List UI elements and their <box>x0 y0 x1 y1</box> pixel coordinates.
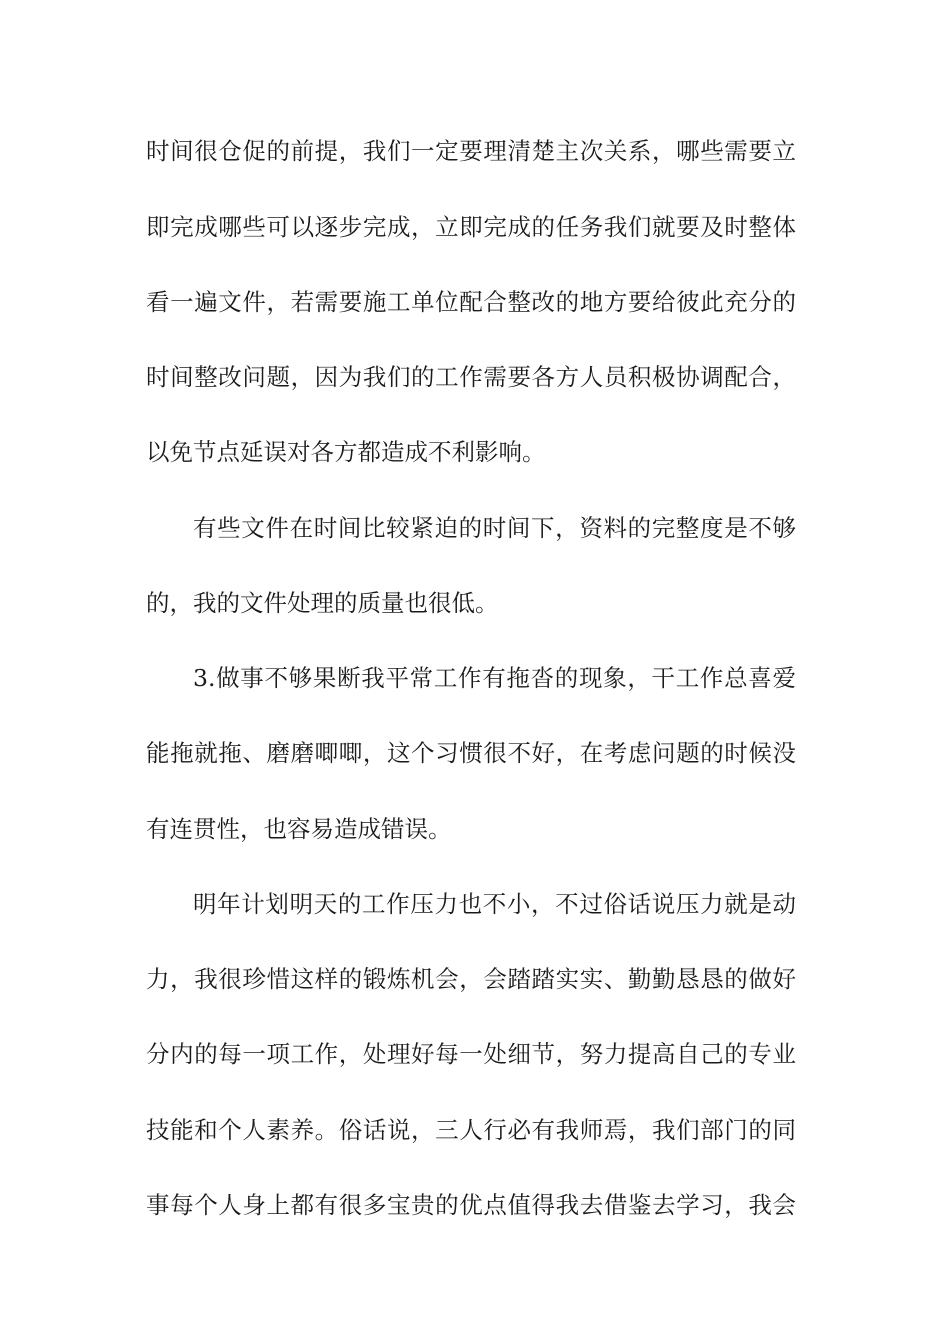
text-line: 的，我的文件处理的质量也很低。 <box>146 589 499 617</box>
text-line: 分内的每一项工作，处理好每一处细节，努力提高自己的专业 <box>146 1040 796 1068</box>
text-line: 事每个人身上都有很多宝贵的优点值得我去借鉴去学习，我会 <box>146 1191 796 1219</box>
paragraph-first-line: 3.做事不够果断我平常工作有拖沓的现象，干工作总喜爱 <box>193 664 796 692</box>
text-line: 时间整改问题，因为我们的工作需要各方人员积极协调配合， <box>146 363 796 391</box>
text-line: 技能和个人素养。俗话说，三人行必有我师焉，我们部门的同 <box>146 1116 796 1144</box>
text-line: 有连贯性，也容易造成错误。 <box>146 815 452 843</box>
paragraph-first-line: 有些文件在时间比较紧迫的时间下，资料的完整度是不够 <box>193 514 796 542</box>
text-line: 时间很仓促的前提，我们一定要理清楚主次关系，哪些需要立 <box>146 137 796 165</box>
text-line: 以免节点延误对各方都造成不利影响。 <box>146 438 546 466</box>
text-line: 看一遍文件，若需要施工单位配合整改的地方要给彼此充分的 <box>146 288 796 316</box>
text-line: 即完成哪些可以逐步完成，立即完成的任务我们就要及时整体 <box>146 213 796 241</box>
text-line: 力，我很珍惜这样的锻炼机会，会踏踏实实、勤勤恳恳的做好 <box>146 965 796 993</box>
paragraph-first-line: 明年计划明天的工作压力也不小，不过俗话说压力就是动 <box>193 890 796 918</box>
text-line: 能拖就拖、磨磨唧唧，这个习惯很不好，在考虑问题的时候没 <box>146 739 796 767</box>
